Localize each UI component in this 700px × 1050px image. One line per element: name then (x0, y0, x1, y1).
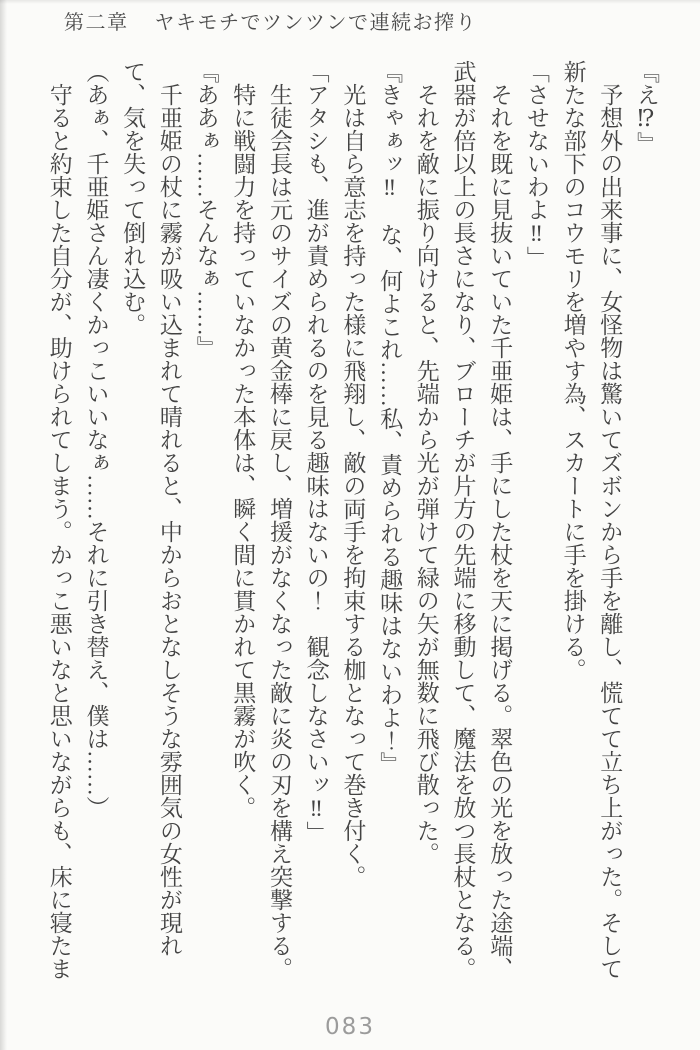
page-number: 083 (325, 1014, 375, 1040)
novel-paragraph: （あぁ、千亜姫さん凄くかっこいいなぁ……それに引き替え、僕は……） (83, 60, 109, 819)
page-edge-shadow-left (0, 0, 7, 1050)
novel-paragraph: 守ると約束した自分が、助けられてしまう。かっこ悪いなと思いながらも、床に寝たま (46, 60, 72, 980)
main-text-block (36, 60, 664, 991)
page-edge-shadow-top (0, 0, 700, 4)
novel-paragraph: 生徒会長は元のサイズの黄金棒に戻し、増援がなくなった敵に炎の刃を構え突撃する。 (266, 60, 292, 980)
novel-paragraph: それを既に見抜いていた千亜姫は、手にした杖を天に掲げる。翠色の光を放った途端、武器が倍以上の長さになり、ブローチが片方の先端に移動して、魔法を放つ長杖となる。 (450, 60, 513, 980)
novel-paragraph: 「アタシも、進が責められるのを見る趣味はないの！ 観念しなさいッ‼」 (303, 60, 329, 844)
chapter-label: 第二章 (64, 12, 129, 34)
novel-paragraph: 『ああぁ……そんなぁ……』 (193, 60, 219, 359)
running-head (64, 6, 477, 35)
novel-paragraph: 「させないわよ‼」 (523, 60, 549, 269)
novel-paragraph: 千亜姫の杖に霧が吸い込まれて晴れると、中からおとなしそうな雰囲気の女性が現れて、気を失って倒れ込む。 (120, 60, 182, 957)
novel-paragraph: 特に戦闘力を持っていなかった本体は、瞬く間に貫かれて黒霧が吹く。 (230, 60, 256, 819)
chapter-title: ヤキモチでツンツンで連続お搾り (154, 12, 477, 34)
novel-paragraph: 『きゃぁッ‼ な、何よこれ……私、責められる趣味はないわよ！』 (377, 60, 403, 775)
novel-paragraph: それを敵に振り向けると、先端から光が弾けて緑の矢が無数に飛び散った。 (413, 60, 439, 865)
novel-paragraph: 『え⁉』 (634, 60, 659, 155)
novel-paragraph: 予想外の出来事に、女怪物は驚いてズボンから手を離し、慌てて立ち上がった。そして新たな部下のコウモリを増やす為、スカートに手を掛ける。 (560, 60, 623, 980)
novel-paragraph: 光は自ら意志を持った様に飛翔し、敵の両手を拘束する枷となって巻き付く。 (340, 60, 366, 888)
